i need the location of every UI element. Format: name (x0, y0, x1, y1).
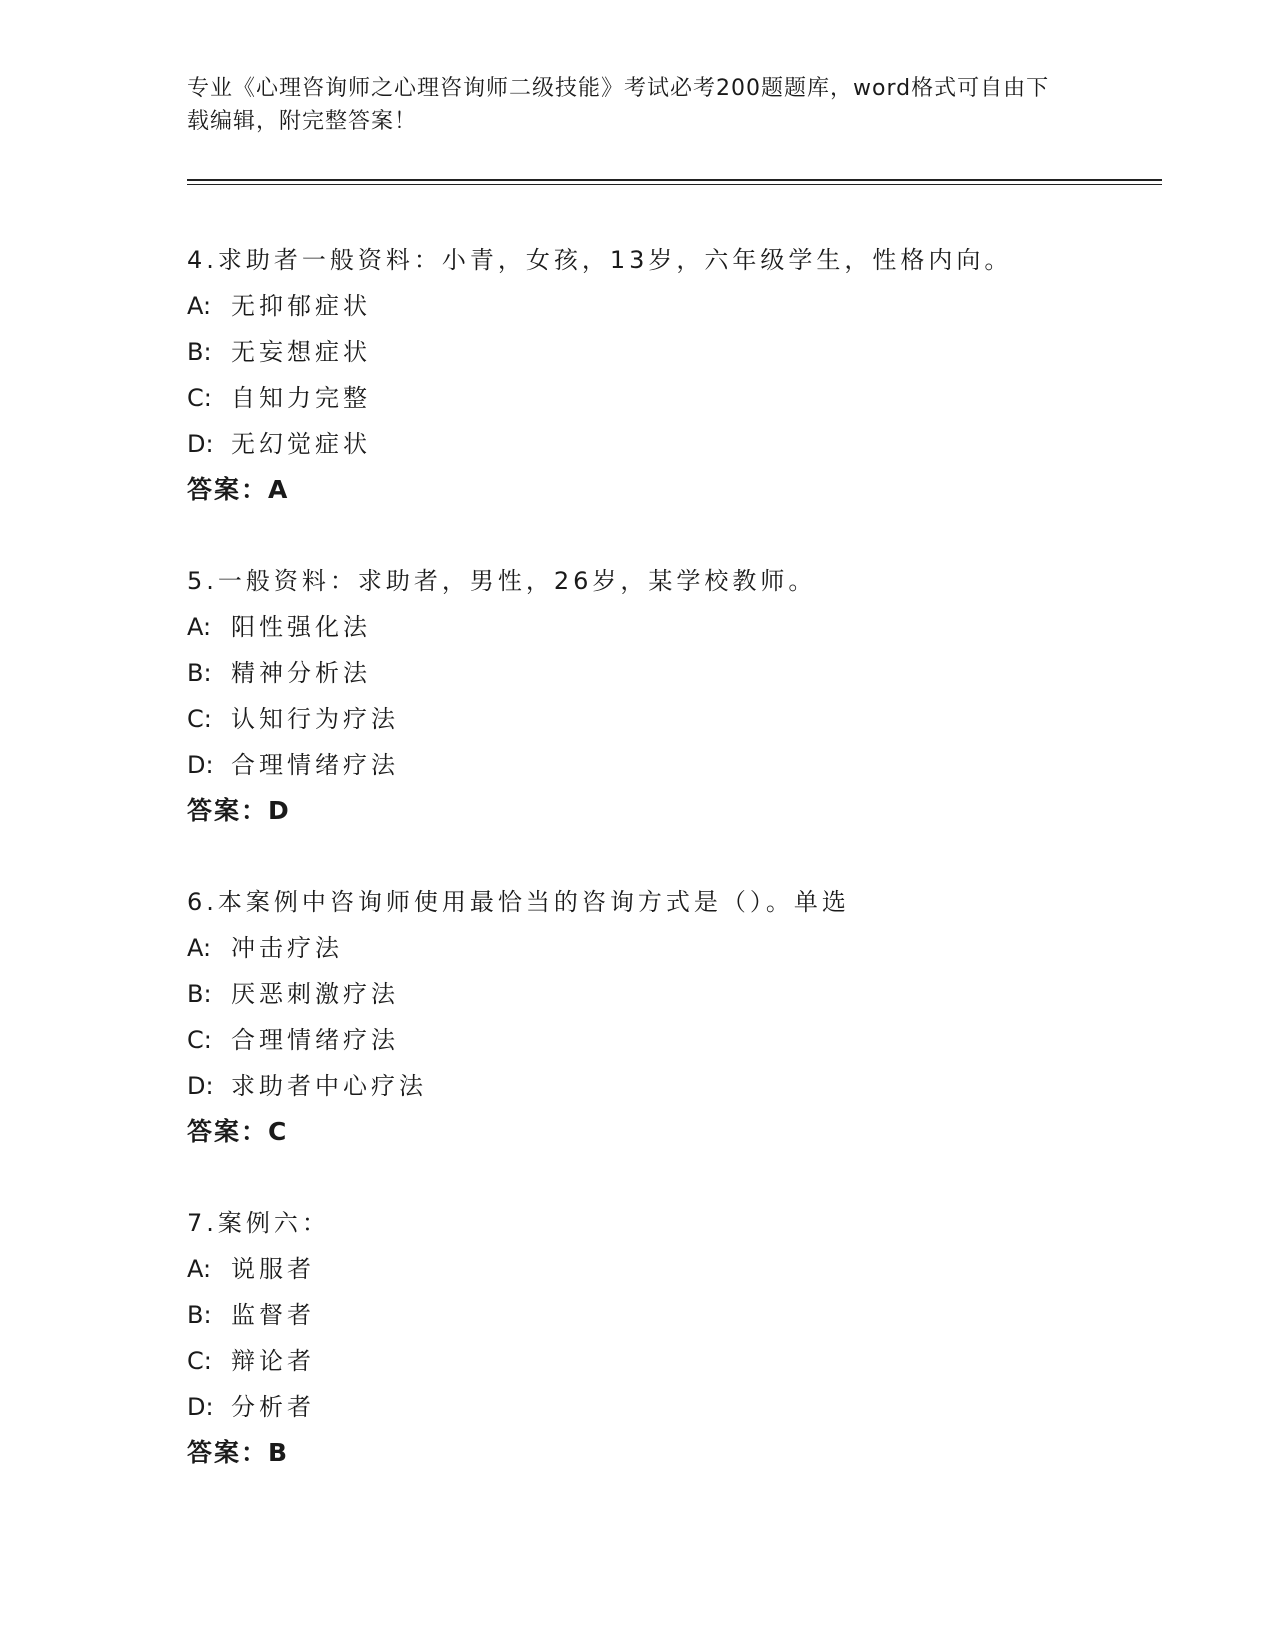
option-text: 辩论者 (231, 1347, 315, 1375)
option-letter: D: (187, 751, 214, 779)
question-6 (187, 879, 1147, 1155)
option-letter: C: (187, 705, 212, 733)
option-text: 精神分析法 (231, 659, 371, 687)
option-b (187, 650, 1147, 696)
option-d (187, 421, 1147, 467)
option-text: 厌恶刺激疗法 (231, 980, 399, 1008)
option-text: 认知行为疗法 (231, 705, 399, 733)
option-b (187, 971, 1147, 1017)
question-stem: 4.求助者一般资料：小青，女孩，13岁，六年级学生，性格内向。 (187, 246, 1013, 274)
option-letter: C: (187, 1026, 212, 1054)
option-letter: A: (187, 292, 212, 320)
header-rule-bottom (187, 184, 1162, 185)
option-text: 合理情绪疗法 (231, 751, 399, 779)
option-letter: B: (187, 980, 212, 1008)
option-letter: B: (187, 659, 212, 687)
option-a (187, 925, 1147, 971)
option-letter: D: (187, 1072, 214, 1100)
answer-line: 答案：D (187, 796, 291, 825)
option-text: 自知力完整 (231, 384, 371, 412)
option-letter: C: (187, 384, 212, 412)
option-a (187, 604, 1147, 650)
option-d (187, 1063, 1147, 1109)
option-letter: D: (187, 1393, 214, 1421)
option-a (187, 283, 1147, 329)
option-text: 阳性强化法 (231, 613, 371, 641)
option-letter: A: (187, 1255, 212, 1283)
option-text: 合理情绪疗法 (231, 1026, 399, 1054)
question-5 (187, 558, 1147, 834)
document-header: 专业《心理咨询师之心理咨询师二级技能》考试必考200题题库，word格式可自由下载编辑，附完整答案！ (187, 76, 1050, 134)
option-text: 无幻觉症状 (231, 430, 371, 458)
question-list (187, 237, 1147, 1521)
option-c (187, 696, 1147, 742)
header-rule-top (187, 179, 1162, 181)
option-letter: D: (187, 430, 214, 458)
option-text: 无妄想症状 (231, 338, 371, 366)
option-d (187, 1384, 1147, 1430)
question-4 (187, 237, 1147, 513)
option-text: 无抑郁症状 (231, 292, 371, 320)
option-c (187, 375, 1147, 421)
question-stem: 5.一般资料：求助者，男性，26岁，某学校教师。 (187, 567, 817, 595)
option-c (187, 1017, 1147, 1063)
option-letter: A: (187, 934, 212, 962)
option-text: 说服者 (231, 1255, 315, 1283)
option-letter: C: (187, 1347, 212, 1375)
option-letter: A: (187, 613, 212, 641)
option-letter: B: (187, 1301, 212, 1329)
question-stem: 7.案例六： (187, 1209, 330, 1237)
option-b (187, 329, 1147, 375)
answer-line: 答案：A (187, 475, 290, 504)
option-text: 监督者 (231, 1301, 315, 1329)
question-stem: 6.本案例中咨询师使用最恰当的咨询方式是（）。单选 (187, 888, 850, 916)
option-b (187, 1292, 1147, 1338)
option-a (187, 1246, 1147, 1292)
option-letter: B: (187, 338, 212, 366)
option-c (187, 1338, 1147, 1384)
option-text: 冲击疗法 (231, 934, 343, 962)
answer-line: 答案：C (187, 1117, 289, 1146)
question-7 (187, 1200, 1147, 1476)
option-d (187, 742, 1147, 788)
option-text: 分析者 (231, 1393, 315, 1421)
option-text: 求助者中心疗法 (231, 1072, 427, 1100)
answer-line: 答案：B (187, 1438, 290, 1467)
